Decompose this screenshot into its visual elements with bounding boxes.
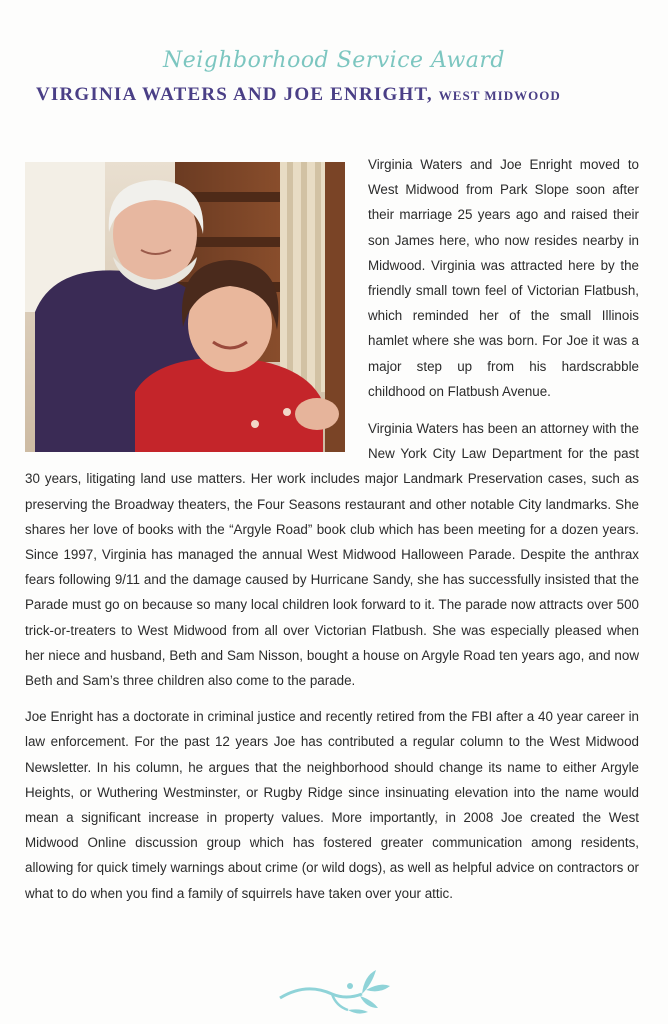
honorees-location: WEST MIDWOOD	[438, 88, 561, 103]
article-paragraph-1: Virginia Waters and Joe Enright moved to West Midwood from Park Slope soon after their marriage 25 years ago and raised their son James here, who now resides nearby in Midwood. Virginia was attracted here by the friendly small town feel of Victorian Flatbush, which reminded her of the small Illinois hamlet where she was born. For Joe it was a major step up from his hardscrabble childhood on Flatbush Avenue.	[368, 157, 639, 399]
photo-spacer	[25, 152, 368, 452]
article-body	[25, 152, 639, 917]
flourish-ornament-icon	[276, 964, 396, 1020]
honorees-headline	[36, 84, 646, 106]
article-paragraph-3: Joe Enright has a doctorate in criminal justice and recently retired from the FBI after a 40 year career in law enforcement. For the past 12 years Joe has contributed a regular column to the West Midwood Newsletter. In his column, he argues that the neighborhood should change its name to either Argyle Heights, or Wuthering Westminster, or Rugby Ridge since insinuating elevation into the name would mean a significant increase in property values. More importantly, in 2008 Joe created the West Midwood Online discussion group which has fostered greater communication among residents, allowing for quick timely warnings about crime (or wild dogs), as well as helpful advice on contractors or what to do when you find a family of squirrels have taken over your attic.	[25, 709, 639, 901]
award-title: Neighborhood Service Award	[163, 48, 505, 73]
honorees-names: VIRGINIA WATERS AND JOE ENRIGHT,	[36, 84, 433, 105]
article-paragraph-2: Virginia Waters has been an attorney with the New York City Law Department for the past 30 years, litigating land use matters. Her work includes major Landmark Preservation cases, such as preserving the Broadway theaters, the Four Seasons restaurant and other notable City landmarks. She shares her love of books with the “Argyle Road” book club which has been meeting for a dozen years. Since 1997, Virginia has managed the annual West Midwood Halloween Parade. Despite the anthrax fears following 9/11 and the damage caused by Hurricane Sandy, she has successfully insisted that the Parade must go on because so many local children look forward to it. The parade now attracts over 500 trick-or-treaters to West Midwood from all over Victorian Flatbush. She was especially pleased when her niece and husband, Beth and Sam Nisson, bought a house on Argyle Road ten years ago, and now Beth and Sam’s three children also come to the parade.	[25, 421, 639, 689]
